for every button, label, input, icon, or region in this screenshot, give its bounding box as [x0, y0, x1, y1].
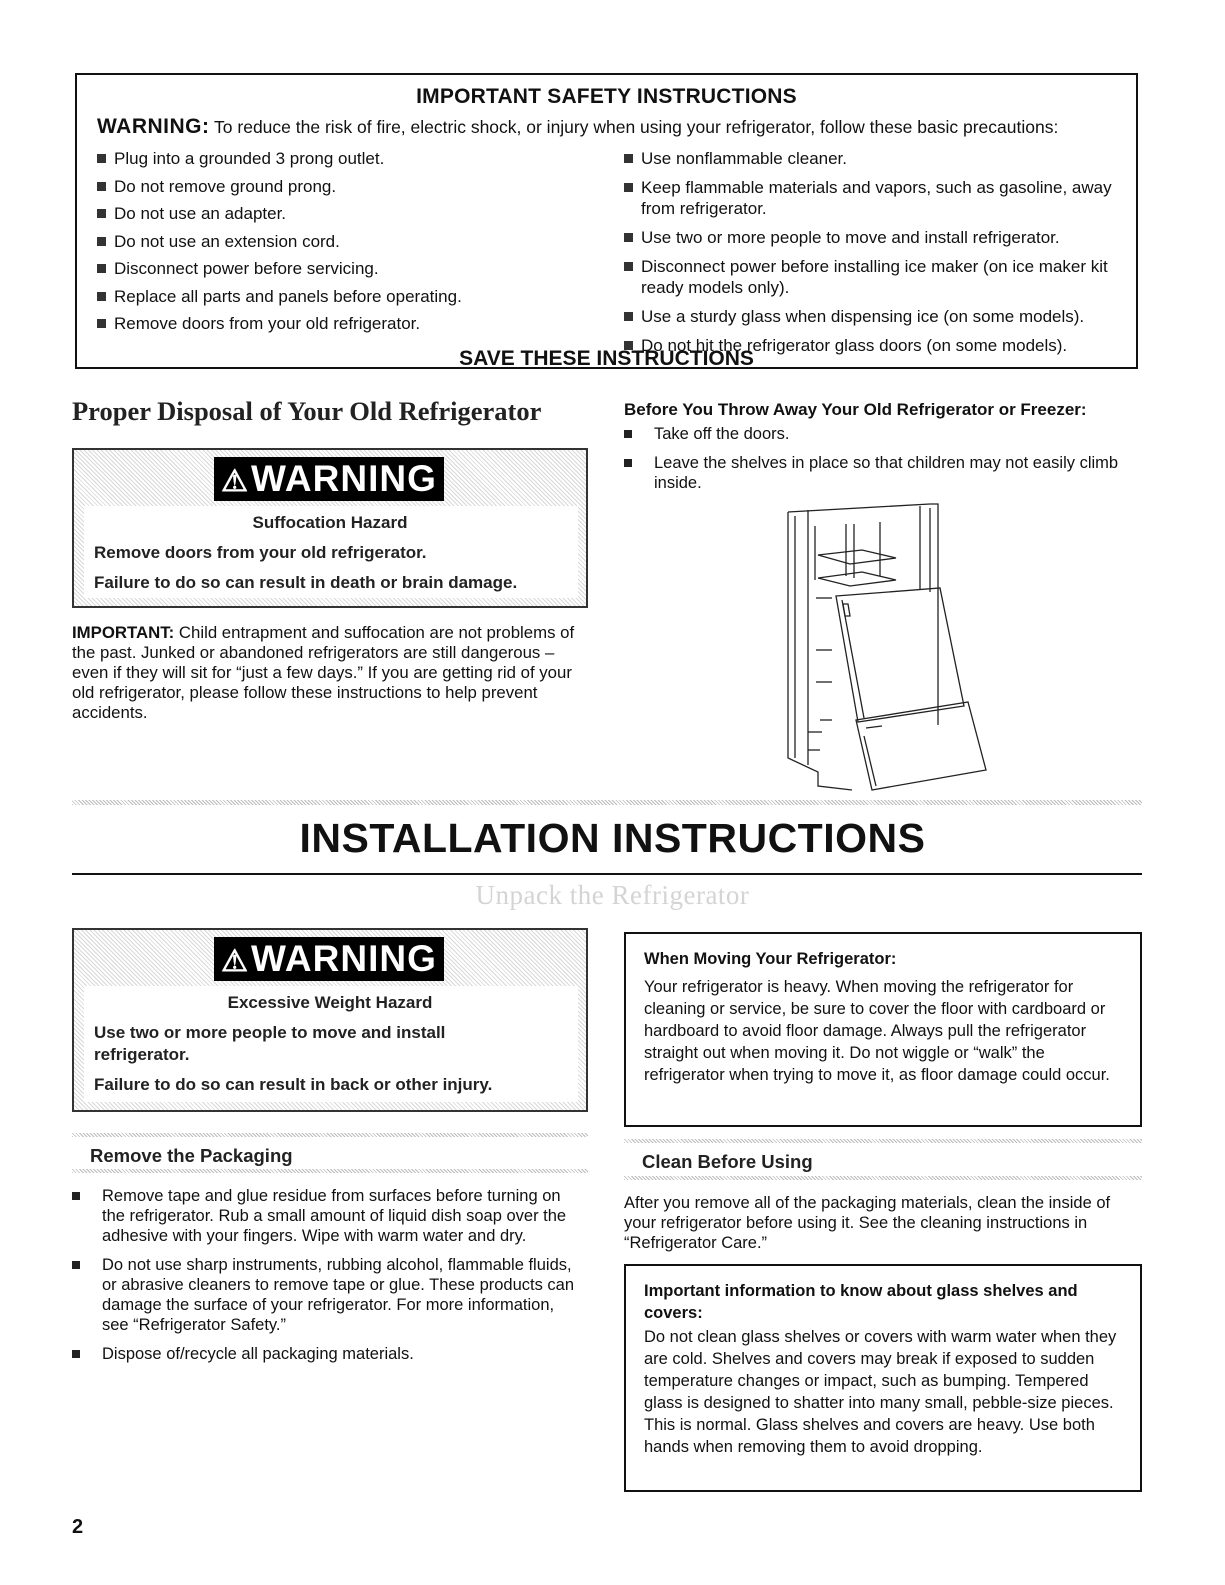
list-item: Do not use an adapter. — [97, 203, 617, 224]
warning-banner: ⚠WARNING — [214, 937, 444, 981]
bullet-icon — [97, 264, 106, 273]
moving-heading: When Moving Your Refrigerator: — [644, 950, 897, 968]
warning-line-2: Failure to do so can result in death or brain damage. — [94, 573, 518, 592]
safety-warning — [97, 115, 1058, 139]
bullet-icon — [97, 182, 106, 191]
list-item: Do not hit the refrigerator glass doors (on some models). — [624, 335, 1124, 356]
safety-list-left — [97, 148, 617, 341]
list-item: Do not use sharp instruments, rubbing alcohol, flammable fluids, or abrasive cleaners to remove tape or glue. These products can damage the surface of your refrigerator. For more information, see “Refrigerator Safety.” — [72, 1255, 584, 1335]
bullet-icon — [97, 154, 106, 163]
packaging-heading: Remove the Packaging — [90, 1145, 293, 1166]
safety-warning-text: To reduce the risk of fire, electric shock, or injury when using your refrigerator, follow these basic precautions: — [214, 117, 1059, 137]
safety-warning-lead: WARNING: — [97, 115, 210, 138]
list-item: Leave the shelves in place so that children may not easily climb inside. — [624, 453, 1124, 493]
list-item: Replace all parts and panels before operating. — [97, 286, 617, 307]
before-throw-heading: Before You Throw Away Your Old Refrigerator or Freezer: — [624, 400, 1087, 419]
list-item: Plug into a grounded 3 prong outlet. — [97, 148, 617, 169]
glass-text: Do not clean glass shelves or covers with warm water when they are cold. Shelves and covers may break if exposed to sudden temperature changes or impact, such as bumping. Tempered glass is designed to shatter into many small, pebble-size pieces. This is normal. Glass shelves and covers are heavy. Use both hands when removing them to avoid dropping. — [644, 1328, 1117, 1456]
list-item: Use two or more people to move and install refrigerator. — [624, 227, 1124, 248]
before-throw-list — [624, 424, 1124, 502]
clean-text: After you remove all of the packaging materials, clean the inside of your refrigerator before using it. See the cleaning instructions in “Refrigerator Care.” — [624, 1194, 1111, 1252]
warning-triangle-icon: ⚠ — [221, 945, 250, 978]
list-item: Remove doors from your old refrigerator. — [97, 313, 617, 334]
list-item: Take off the doors. — [624, 424, 1124, 444]
bullet-icon — [624, 312, 633, 321]
weight-warning-box — [72, 928, 588, 1112]
list-item: Remove tape and glue residue from surfaces before turning on the refrigerator. Rub a small amount of liquid dish soap over the adhesive with your fingers. Wipe with warm water and dry. — [72, 1186, 584, 1246]
list-item: Dispose of/recycle all packaging materials. — [72, 1344, 584, 1364]
bullet-icon — [624, 233, 633, 242]
bullet-icon — [97, 292, 106, 301]
safety-title: IMPORTANT SAFETY INSTRUCTIONS — [416, 85, 797, 108]
bullet-icon — [72, 1261, 80, 1269]
list-item: Use nonflammable cleaner. — [624, 148, 1124, 169]
safety-list-right — [624, 148, 1124, 364]
bullet-icon — [72, 1192, 80, 1200]
list-item: Use a sturdy glass when dispensing ice (on some models). — [624, 306, 1124, 327]
safety-instructions-box — [75, 73, 1138, 369]
bullet-icon — [97, 319, 106, 328]
installation-rule — [72, 873, 1142, 875]
bullet-icon — [624, 430, 632, 438]
bullet-icon — [97, 209, 106, 218]
glass-shelves-info-box — [624, 1264, 1142, 1492]
moving-info-box — [624, 932, 1142, 1127]
section-divider — [72, 800, 1142, 805]
warning-line-1: Remove doors from your old refrigerator. — [94, 543, 427, 562]
important-paragraph — [72, 623, 588, 723]
installation-heading: INSTALLATION INSTRUCTIONS — [299, 815, 926, 861]
bullet-icon — [624, 459, 632, 467]
bullet-icon — [624, 262, 633, 271]
important-lead: IMPORTANT: — [72, 623, 175, 642]
page-number: 2 — [72, 1516, 84, 1538]
disposal-heading: Proper Disposal of Your Old Refrigerator — [72, 396, 542, 426]
moving-text: Your refrigerator is heavy. When moving the refrigerator for cleaning or service, be sure to cover the floor with cardboard or hardboard to avoid floor damage. Always pull the refrigerator straight out when moving it. Do not wiggle or “walk” the refrigerator when trying to move it, as floor damage could occur. — [644, 978, 1110, 1084]
list-item: Do not use an extension cord. — [97, 231, 617, 252]
warning-hazard-title: Suffocation Hazard — [252, 513, 408, 532]
list-item: Keep flammable materials and vapors, such as gasoline, away from refrigerator. — [624, 177, 1124, 219]
packaging-list — [72, 1186, 584, 1373]
suffocation-warning-box — [72, 448, 588, 608]
unpack-subheading: Unpack the Refrigerator — [475, 880, 750, 910]
list-item: Do not remove ground prong. — [97, 176, 617, 197]
refrigerator-doors-off-illustration — [780, 500, 1000, 796]
warning-line-2: Failure to do so can result in back or other injury. — [94, 1075, 493, 1094]
bullet-icon — [72, 1350, 80, 1358]
warning-hazard-title: Excessive Weight Hazard — [227, 993, 433, 1012]
important-text: Child entrapment and suffocation are not problems of the past. Junked or abandoned refrigerators are still dangerous – even if they will sit for “just a few days.” If you are getting rid of your old refrigerator, please follow these instructions to help prevent accidents. — [72, 623, 575, 722]
section-divider — [72, 1133, 588, 1137]
glass-heading: Important information to know about glass shelves and covers: — [644, 1282, 1078, 1322]
section-divider — [624, 1176, 1142, 1180]
list-item: Disconnect power before servicing. — [97, 258, 617, 279]
save-instructions-line: SAVE THESE INSTRUCTIONS — [459, 347, 754, 370]
bullet-icon — [97, 237, 106, 246]
warning-banner: ⚠WARNING — [214, 457, 444, 501]
warning-line-1: Use two or more people to move and install refrigerator. — [94, 1023, 446, 1064]
list-item: Disconnect power before installing ice maker (on ice maker kit ready models only). — [624, 256, 1124, 298]
section-divider — [72, 1169, 588, 1173]
warning-triangle-icon: ⚠ — [221, 465, 250, 498]
clean-heading: Clean Before Using — [642, 1151, 813, 1172]
section-divider — [624, 1139, 1142, 1143]
bullet-icon — [624, 154, 633, 163]
bullet-icon — [624, 183, 633, 192]
